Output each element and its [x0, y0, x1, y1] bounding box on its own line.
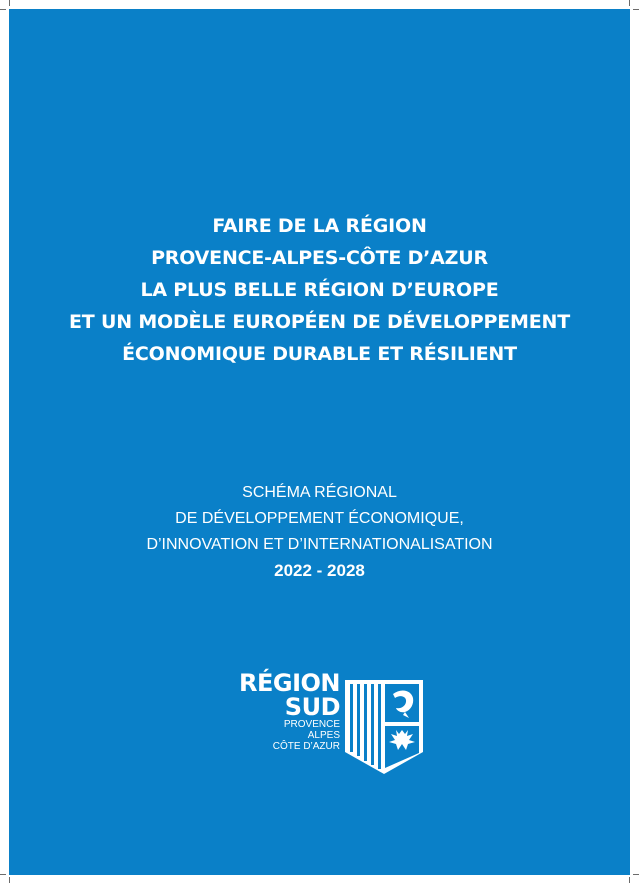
subtitle-line: SCHÉMA RÉGIONAL — [242, 484, 397, 501]
subtitle-line: DE DÉVELOPPEMENT ÉCONOMIQUE, — [175, 510, 464, 527]
logo-word-sud: SUD — [284, 693, 340, 721]
headline-line: PROVENCE-ALPES-CÔTE D’AZUR — [151, 247, 488, 269]
shield-emblem-icon — [345, 680, 423, 774]
crop-mark — [0, 874, 6, 875]
logo-sub-cote-azur: CÔTE D’AZUR — [272, 741, 340, 752]
document-years: 2022 - 2028 — [274, 561, 365, 580]
cover-panel — [9, 9, 630, 875]
crop-mark — [0, 9, 6, 10]
logo-sub-provence: PROVENCE — [283, 719, 340, 730]
logo-wordmark — [239, 671, 340, 752]
document-subtitle — [9, 480, 630, 558]
crop-mark — [633, 874, 639, 875]
logo-word-region: RÉGION — [239, 669, 340, 697]
headline-line: FAIRE DE LA RÉGION — [212, 215, 427, 237]
cover-headline — [9, 210, 630, 370]
region-sud-logo — [223, 671, 423, 771]
crop-mark — [9, 877, 10, 883]
logo-sub-alpes: ALPES — [307, 730, 340, 741]
crop-mark — [629, 0, 630, 6]
headline-line: ET UN MODÈLE EUROPÉEN DE DÉVELOPPEMENT — [69, 311, 570, 333]
crop-mark — [633, 9, 639, 10]
crop-mark — [629, 877, 630, 883]
crop-mark — [9, 0, 10, 6]
headline-line: ÉCONOMIQUE DURABLE ET RÉSILIENT — [122, 343, 517, 365]
subtitle-line: D’INNOVATION ET D’INTERNATIONALISATION — [146, 536, 493, 553]
headline-line: LA PLUS BELLE RÉGION D’EUROPE — [140, 279, 499, 301]
